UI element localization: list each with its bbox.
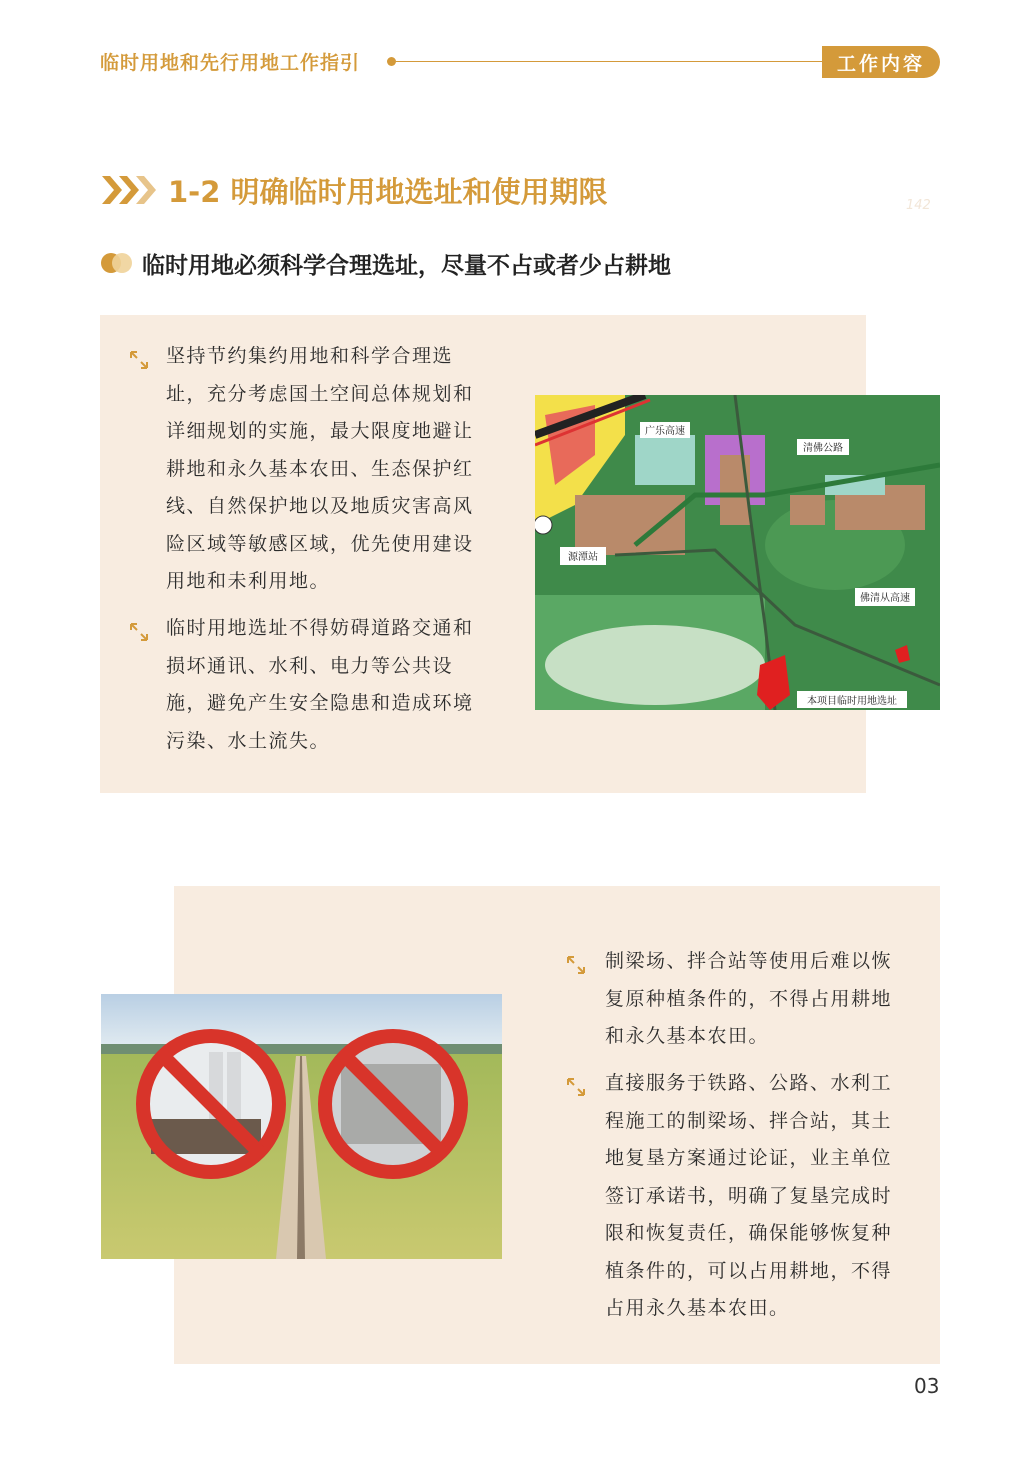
watermark-number: 142 bbox=[906, 198, 931, 213]
diagonal-arrows-icon bbox=[566, 955, 586, 975]
bullet-text: 制梁场、拌合站等使用后难以恢复原种植条件的，不得占用耕地和永久基本农田。 bbox=[605, 950, 893, 1047]
section-badge: 工作内容 bbox=[822, 46, 940, 78]
double-dot-icon bbox=[100, 252, 134, 274]
prohibited-construction-photo bbox=[101, 994, 502, 1259]
bullet-text: 临时用地选址不得妨碍道路交通和损坏通讯、水利、电力等公共设施，避免产生安全隐患和造成环境污染、水土流失。 bbox=[166, 617, 474, 752]
site-location-map bbox=[535, 395, 940, 710]
diagonal-arrows-icon bbox=[566, 1077, 586, 1097]
bullet-text: 坚持节约集约用地和科学合理选址，充分考虑国土空间总体规划和详细规划的实施，最大限度地避让耕地和永久基本农田、生态保护红线、自然保护地以及地质灾害高风险区域等敏感区域，优先使用建设用地和未利用地。 bbox=[166, 345, 474, 592]
header-dot bbox=[387, 57, 396, 66]
map-label: 广乐高速 bbox=[645, 426, 685, 437]
header-divider bbox=[396, 61, 836, 62]
subsection-title: 临时用地必须科学合理选址，尽量不占或者少占耕地 bbox=[142, 253, 671, 279]
chevron-arrows-icon bbox=[100, 174, 160, 206]
map-label: 佛清从高速 bbox=[860, 593, 910, 604]
map-label: 本项目临时用地选址 bbox=[807, 696, 897, 707]
map-label: 清佛公路 bbox=[803, 443, 843, 454]
diagonal-arrows-icon bbox=[129, 350, 149, 370]
diagonal-arrows-icon bbox=[129, 622, 149, 642]
map-label: 源潭站 bbox=[568, 552, 598, 563]
section-title: 1-2 明确临时用地选址和使用期限 bbox=[168, 175, 608, 209]
document-title: 临时用地和先行用地工作指引 bbox=[100, 52, 361, 74]
page-number: 03 bbox=[914, 1374, 940, 1398]
bullet-text: 直接服务于铁路、公路、水利工程施工的制梁场、拌合站，其土地复垦方案通过论证，业主单位签订承诺书，明确了复垦完成时限和恢复责任，确保能够恢复种植条件的，可以占用耕地，不得占用永久基本农田。 bbox=[605, 1072, 893, 1319]
